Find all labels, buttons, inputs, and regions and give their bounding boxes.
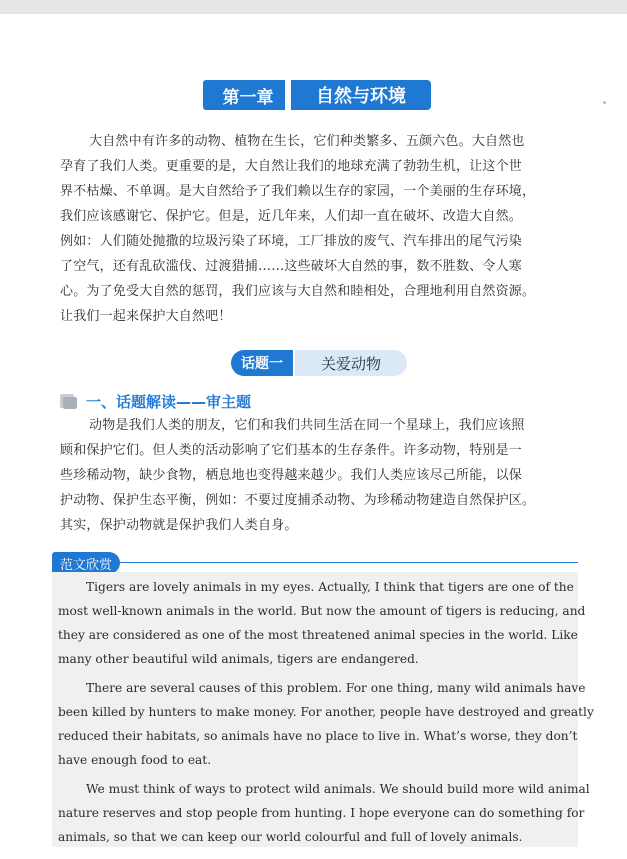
sample-essay-tag: 范文欣赏 [52, 552, 120, 574]
section-heading [60, 391, 251, 411]
section-title: 一、话题解读——审主题 [86, 392, 252, 411]
text-line: 顾和保护它们。但人类的活动影响了它们基本的生存条件。许多动物，特别是一 [60, 443, 523, 458]
chapter-number: 第一章 [211, 80, 285, 110]
text-line: 界不枯燥、不单调。是大自然给予了我们赖以生存的家园，一个美丽的生存环境， [60, 184, 536, 199]
text-line: 其实，保护动物就是保护我们人类自身。 [60, 518, 298, 533]
text-line: 护动物、保护生态平衡，例如：不要过度捕杀动物、为珍稀动物建造自然保护区。 [60, 493, 536, 508]
text-line: 让我们一起来保护大自然吧！ [60, 309, 232, 324]
book-icon [60, 393, 78, 409]
text-line: been killed by hunters to make money. For another, people have destroyed and greatly [58, 705, 594, 719]
intro-paragraph [60, 129, 580, 329]
text-line: 心。为了免受大自然的惩罚，我们应该与大自然和睦相处，合理地利用自然资源。 [60, 284, 536, 299]
chapter-heading [203, 80, 431, 110]
text-line: they are considered as one of the most threatened animal species in the world. Like [58, 628, 578, 642]
sample-essay-text [58, 575, 594, 849]
topic-label: 话题一 [231, 350, 293, 376]
text-line: 例如：人们随处抛撒的垃圾污染了环境，工厂排放的废气、汽车排出的尾气污染 [60, 234, 523, 249]
topic-heading [231, 350, 407, 376]
text-line: reduced their habitats, so animals have no place to live in. What’s worse, they don’t [58, 729, 578, 743]
text-line: 动物是我们人类的朋友，它们和我们共同生活在同一个星球上，我们应该照 [89, 418, 525, 433]
sample-essay-heading [52, 552, 120, 574]
divider [120, 562, 578, 563]
chapter-title: 自然与环境 [291, 80, 431, 110]
text-line: We must think of ways to protect wild animals. We should build more wild animal [86, 782, 590, 796]
text-line: Tigers are lovely animals in my eyes. Actually, I think that tigers are one of the [86, 580, 574, 594]
text-line: have enough food to eat. [58, 753, 212, 767]
text-line: many other beautiful wild animals, tigers are endangered. [58, 652, 419, 666]
text-line: 些珍稀动物，缺少食物，栖息地也变得越来越少。我们人类应该尽己所能，以保 [60, 468, 523, 483]
text-line: 孕育了我们人类。更重要的是，大自然让我们的地球充满了勃勃生机，让这个世 [60, 159, 523, 174]
text-line: 我们应该感谢它、保护它。但是，近几年来，人们却一直在破坏、改造大自然。 [60, 209, 523, 224]
text-line: nature reserves and stop people from hunting. I hope everyone can do something for [58, 806, 585, 820]
section-paragraph [60, 413, 580, 538]
topic-name: 关爱动物 [295, 350, 407, 376]
text-line: animals, so that we can keep our world colourful and full of lovely animals. [58, 830, 523, 844]
text-line: 了空气，还有乱砍滥伐、过渡猎捕……这些破坏大自然的事，数不胜数、令人寒 [60, 259, 523, 274]
text-line: There are several causes of this problem. For one thing, many wild animals have [86, 681, 586, 695]
page-speck [603, 101, 606, 104]
text-line: 大自然中有许多的动物、植物在生长，它们种类繁多、五颜六色。大自然也 [89, 134, 525, 149]
text-line: most well-known animals in the world. But now the amount of tigers is reducing, and [58, 604, 586, 618]
chapter-tab-marker [203, 80, 211, 110]
top-bar [0, 0, 627, 14]
